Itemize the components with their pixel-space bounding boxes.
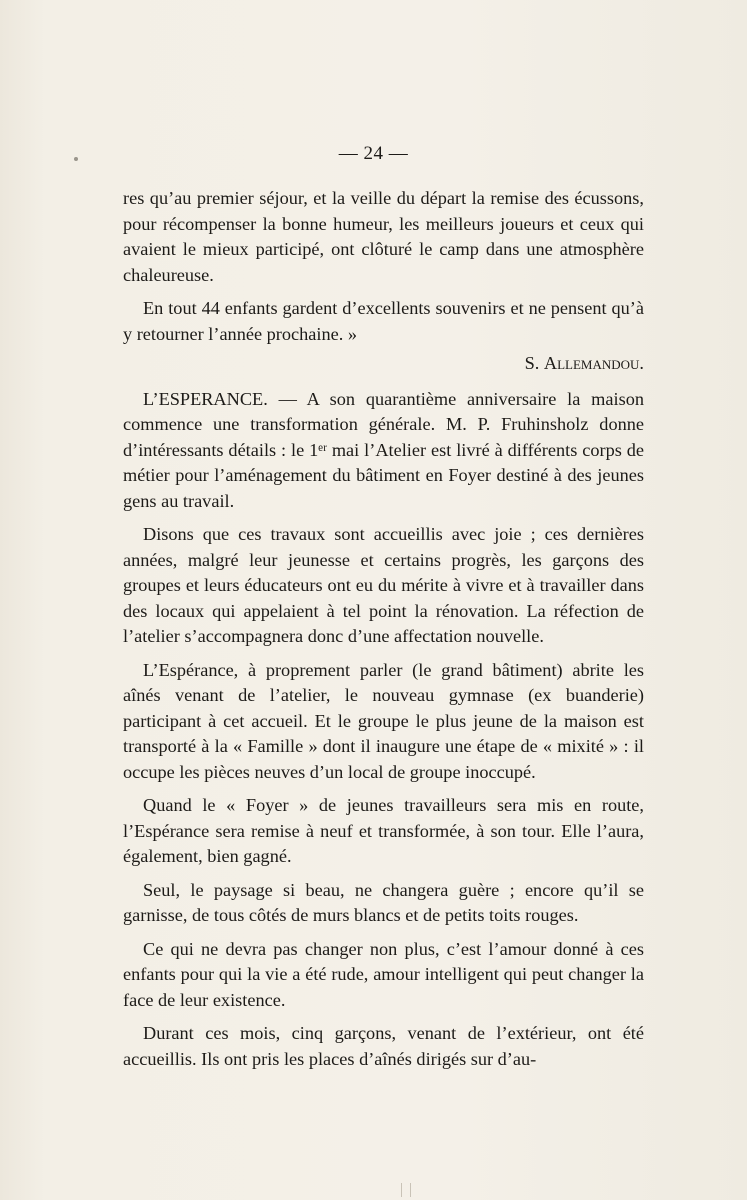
paragraph-continuation: res qu’au premier séjour, et la veille du départ la remise des écussons, pour récompenser la bonne humeur, les meilleurs joueurs et ceux qui avaient le mieux participé, ont clôturé le camp dans une atmosphère chaleureuse. [123,188,644,285]
body-text [123,186,644,1080]
signature [123,351,644,377]
paragraph: En tout 44 enfants gardent d’excellents souvenirs et ne pensent qu’à y retourner l’année prochaine. » [123,298,644,344]
signature-name: Allemandou. [543,353,644,373]
paragraph: Seul, le paysage si beau, ne changera guère ; encore qu’il se garnisse, de tous côtés de murs blancs et de petits toits rouges. [123,879,644,925]
paragraph-esperance-heading: L’ESPERANCE. — A son quarantième anniversaire la maison commence une transformation générale. M. P. Fruhinsholz donne d’intéressants détails : le 1ᵉʳ mai l’Atelier est livré à différents corps de métier pour l’aménagement du bâtiment en Foyer destiné à des jeunes gens au travail. [123,388,644,511]
paragraph: Ce qui ne devra pas changer non plus, c’est l’amour donné à ces enfants pour qui la vie a été rude, amour intelligent qui peut changer la face de leur existence. [123,938,644,1010]
paragraph: L’Espérance, à proprement parler (le grand bâtiment) abrite les aînés venant de l’atelier, le nouveau gymnase (ex buanderie) participant à cet accueil. Et le groupe le plus jeune de la maison est transporté à la « Famille » dont il inaugure une étape de « mixité » : il occupe les pièces neuves d’un local de groupe inoccupé. [123,659,644,782]
paragraph: Disons que ces travaux sont accueillis avec joie ; ces dernières années, malgré leur jeunesse et certains progrès, les garçons des groupes et leurs éducateurs ont eu du mérite à vivre et à travailler dans des locaux qui appelaient à tel point la rénovation. La réfection de l’atelier s’accompagnera donc d’une affectation nouvelle. [123,524,644,646]
paragraph: Durant ces mois, cinq garçons, venant de l’extérieur, ont été accueillis. Ils ont pris les places d’aînés dirigés sur d’au- [123,1023,644,1069]
page-number: — 24 — [338,143,409,164]
signature-initial: S. [524,353,544,373]
paragraph: Quand le « Foyer » de jeunes travailleurs sera mis en route, l’Espérance sera remise à neuf et transformée, à son tour. Elle l’aura, également, bien gagné. [123,795,644,866]
binding-mark [401,1183,411,1197]
